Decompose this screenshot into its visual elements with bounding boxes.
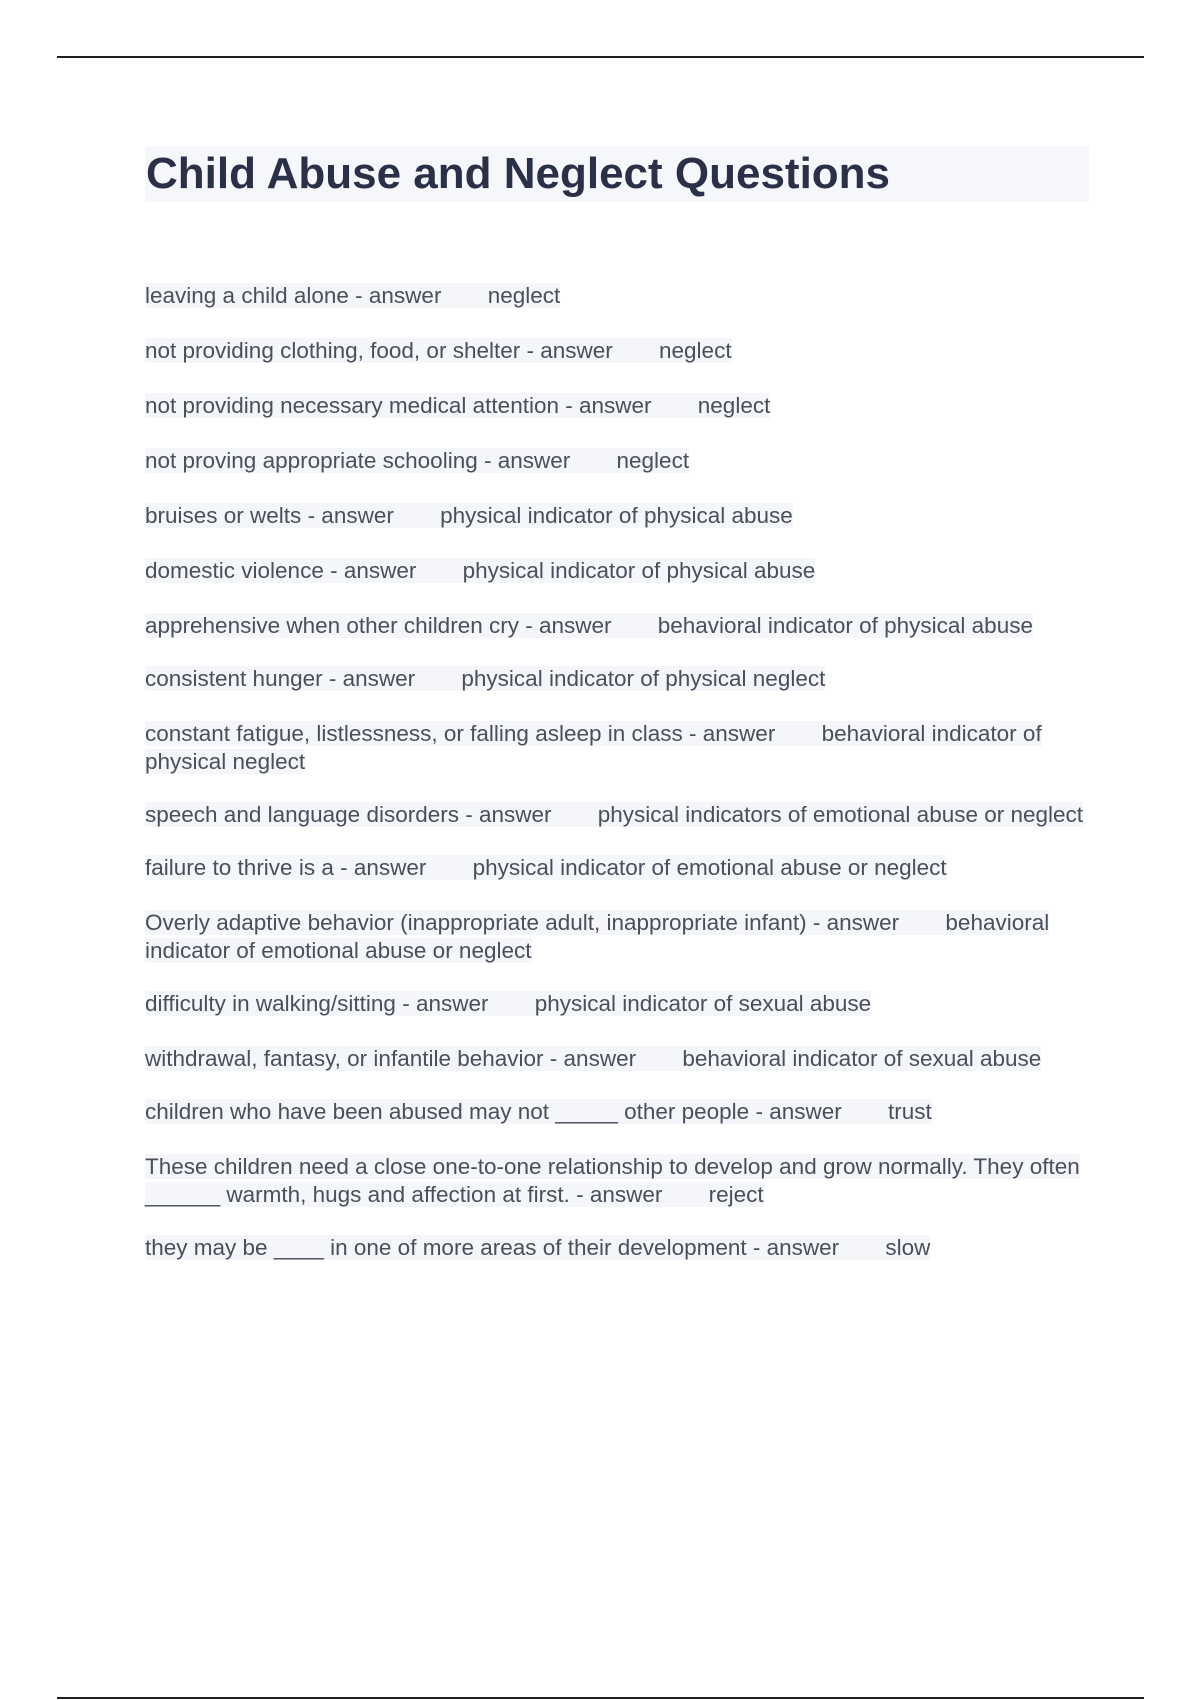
qa-item <box>145 801 1090 829</box>
qa-item <box>145 854 1090 882</box>
qa-separator: - answer <box>333 855 433 880</box>
qa-question: These children need a close one-to-one relationship to develop and grow normally. They often ______ warmth, hugs and affection at first. <box>145 1154 1080 1207</box>
qa-answer: neglect <box>487 283 561 308</box>
qa-list <box>145 282 1090 1289</box>
qa-answer: physical indicator of physical neglect <box>461 666 826 691</box>
qa-item <box>145 909 1090 965</box>
qa-question: constant fatigue, listlessness, or falling asleep in class <box>145 721 683 746</box>
qa-separator: - answer <box>395 991 495 1016</box>
qa-separator: - answer <box>322 666 422 691</box>
qa-answer: neglect <box>616 448 690 473</box>
top-rule <box>57 56 1144 58</box>
qa-question: bruises or welts <box>145 503 302 528</box>
qa-answer: behavioral indicator of sexual abuse <box>682 1046 1042 1071</box>
qa-separator: - answer <box>477 448 577 473</box>
qa-answer: physical indicator of physical abuse <box>440 503 793 528</box>
qa-separator: - answer <box>746 1235 846 1260</box>
qa-separator: - answer <box>301 503 401 528</box>
qa-separator: - answer <box>520 338 620 363</box>
qa-separator: - answer <box>559 393 658 418</box>
qa-answer: behavioral indicator of emotional abuse or neglect <box>145 910 1050 963</box>
qa-item <box>145 612 1090 640</box>
qa-item <box>145 720 1090 776</box>
qa-separator: - answer <box>348 283 448 308</box>
qa-question: they may be ____ in one of more areas of their development <box>145 1235 747 1260</box>
qa-separator: - answer <box>543 1046 643 1071</box>
qa-item <box>145 392 1090 420</box>
qa-question: apprehensive when other children cry <box>145 613 519 638</box>
qa-answer: reject <box>708 1182 764 1207</box>
qa-separator: - answer <box>749 1099 848 1124</box>
qa-question: domestic violence <box>145 558 324 583</box>
qa-answer: slow <box>885 1235 931 1260</box>
qa-separator: - answer <box>569 1182 669 1207</box>
qa-question: leaving a child alone <box>145 283 349 308</box>
qa-separator: - answer <box>458 802 558 827</box>
qa-item <box>145 1098 1090 1126</box>
qa-item <box>145 557 1090 585</box>
qa-question: consistent hunger <box>145 666 323 691</box>
qa-item <box>145 990 1090 1018</box>
qa-separator: - answer <box>682 721 782 746</box>
qa-question: Overly adaptive behavior (inappropriate adult, inappropriate infant) <box>145 910 807 935</box>
qa-item <box>145 447 1090 475</box>
qa-answer: physical indicator of sexual abuse <box>534 991 872 1016</box>
qa-item <box>145 665 1090 693</box>
title-block <box>145 146 1089 202</box>
qa-separator: - answer <box>518 613 618 638</box>
qa-answer: neglect <box>659 338 732 363</box>
qa-question: children who have been abused may not _____ other people <box>145 1099 750 1124</box>
qa-question: failure to thrive is a <box>145 855 334 880</box>
qa-item <box>145 1234 1090 1262</box>
qa-question: speech and language disorders <box>145 802 459 827</box>
qa-answer: physical indicator of emotional abuse or neglect <box>472 855 947 880</box>
qa-item <box>145 282 1090 310</box>
qa-separator: - answer <box>323 558 423 583</box>
qa-item <box>145 337 1090 365</box>
qa-question: not proving appropriate schooling <box>145 448 478 473</box>
qa-answer: behavioral indicator of physical abuse <box>657 613 1033 638</box>
qa-answer: physical indicator of physical abuse <box>462 558 816 583</box>
qa-answer: trust <box>887 1099 932 1124</box>
qa-item <box>145 1045 1090 1073</box>
qa-question: withdrawal, fantasy, or infantile behavior <box>145 1046 544 1071</box>
qa-answer: physical indicators of emotional abuse or neglect <box>597 802 1084 827</box>
qa-item <box>145 1153 1090 1209</box>
qa-item <box>145 502 1090 530</box>
qa-answer: neglect <box>697 393 771 418</box>
document-title: Child Abuse and Neglect Questions <box>146 149 891 198</box>
bottom-rule <box>57 1697 1144 1699</box>
qa-question: not providing clothing, food, or shelter <box>145 338 521 363</box>
qa-answer: behavioral indicator of physical neglect <box>145 721 1042 774</box>
qa-separator: - answer <box>806 910 906 935</box>
qa-question: not providing necessary medical attention <box>145 393 559 418</box>
qa-question: difficulty in walking/sitting <box>145 991 396 1016</box>
